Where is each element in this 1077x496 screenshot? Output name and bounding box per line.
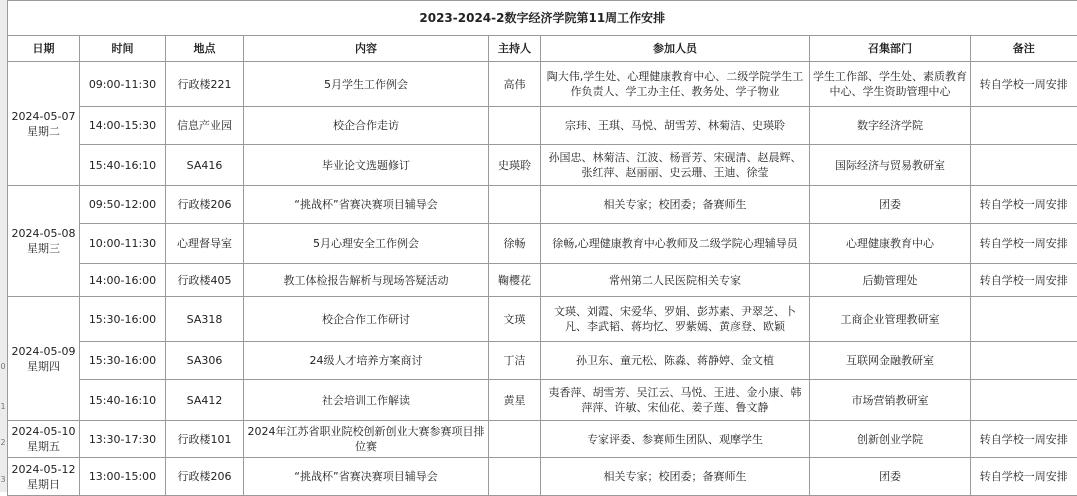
dept-cell[interactable]: 工商企业管理教研室 xyxy=(810,297,971,342)
table-row xyxy=(8,297,1077,342)
date-cell[interactable] xyxy=(8,421,80,458)
table-row xyxy=(8,107,1077,145)
dept-cell[interactable]: 数字经济学院 xyxy=(810,107,971,145)
place-cell[interactable]: 心理督导室 xyxy=(166,224,244,264)
date-value: 2024-05-12 xyxy=(11,462,76,476)
table-row xyxy=(8,264,1077,297)
host-cell[interactable]: 徐畅 xyxy=(489,224,541,264)
note-cell[interactable]: 转自学校一周安排 xyxy=(971,458,1077,496)
participants-cell[interactable]: 常州第二人民医院相关专家 xyxy=(541,264,810,297)
place-cell[interactable]: 信息产业园 xyxy=(166,107,244,145)
note-cell[interactable]: 转自学校一周安排 xyxy=(971,186,1077,224)
note-cell[interactable]: 转自学校一周安排 xyxy=(971,264,1077,297)
weekday-value: 星期日 xyxy=(27,477,60,491)
host-cell[interactable]: 高伟 xyxy=(489,62,541,107)
weekday-value: 星期二 xyxy=(27,124,60,138)
host-cell[interactable] xyxy=(489,458,541,496)
table-row xyxy=(8,458,1077,496)
header-note[interactable]: 备注 xyxy=(971,36,1077,62)
host-cell[interactable]: 丁洁 xyxy=(489,342,541,380)
place-cell[interactable]: SA306 xyxy=(166,342,244,380)
table-row xyxy=(8,380,1077,421)
place-cell[interactable]: SA318 xyxy=(166,297,244,342)
time-cell[interactable]: 09:00-11:30 xyxy=(80,62,166,107)
host-cell[interactable]: 鞠樱花 xyxy=(489,264,541,297)
participants-cell[interactable]: 陶大伟,学生处、心理健康教育中心、二级学院学生工作负责人、学工办主任、教务处、学子物业 xyxy=(541,62,810,107)
host-cell[interactable] xyxy=(489,107,541,145)
participants-cell[interactable]: 孙国忠、林菊洁、江波、杨晋芳、宋砚清、赵晨辉、张红萍、赵丽丽、史云珊、王迪、徐莹 xyxy=(541,145,810,186)
content-cell[interactable]: 5月学生工作例会 xyxy=(244,62,489,107)
place-cell[interactable]: 行政楼101 xyxy=(166,421,244,458)
host-cell[interactable]: 史瑛聆 xyxy=(489,145,541,186)
note-cell[interactable] xyxy=(971,145,1077,186)
date-cell[interactable] xyxy=(8,297,80,421)
participants-cell[interactable]: 专家评委、参赛师生团队、观摩学生 xyxy=(541,421,810,458)
participants-cell[interactable]: 相关专家；校团委；备赛师生 xyxy=(541,458,810,496)
header-dept[interactable]: 召集部门 xyxy=(810,36,971,62)
content-cell[interactable]: 社会培训工作解读 xyxy=(244,380,489,421)
header-place[interactable]: 地点 xyxy=(166,36,244,62)
dept-cell[interactable]: 互联网金融教研室 xyxy=(810,342,971,380)
place-cell[interactable]: SA412 xyxy=(166,380,244,421)
host-cell[interactable] xyxy=(489,186,541,224)
content-cell[interactable]: 5月心理安全工作例会 xyxy=(244,224,489,264)
place-cell[interactable]: 行政楼206 xyxy=(166,186,244,224)
content-cell[interactable]: 毕业论文选题修订 xyxy=(244,145,489,186)
date-cell[interactable] xyxy=(8,458,80,496)
sheet-title: 2023-2024-2数字经济学院第11周工作安排 xyxy=(8,1,1077,36)
note-cell[interactable]: 转自学校一周安排 xyxy=(971,421,1077,458)
note-cell[interactable] xyxy=(971,297,1077,342)
dept-cell[interactable]: 团委 xyxy=(810,458,971,496)
place-cell[interactable]: SA416 xyxy=(166,145,244,186)
table-row xyxy=(8,421,1077,458)
date-value: 2024-05-07 xyxy=(11,109,76,123)
content-cell[interactable]: 校企合作走访 xyxy=(244,107,489,145)
participants-cell[interactable]: 孙卫东、童元松、陈淼、蒋静婷、金文植 xyxy=(541,342,810,380)
note-cell[interactable] xyxy=(971,107,1077,145)
time-cell[interactable]: 13:00-15:00 xyxy=(80,458,166,496)
date-cell[interactable] xyxy=(8,186,80,297)
dept-cell[interactable]: 市场营销教研室 xyxy=(810,380,971,421)
row-mark: 1 xyxy=(0,402,6,411)
dept-cell[interactable]: 学生工作部、学生处、素质教育中心、学生资助管理中心 xyxy=(810,62,971,107)
header-date[interactable]: 日期 xyxy=(8,36,80,62)
participants-cell[interactable]: 文瑛、刘霞、宋爱华、罗娟、彭苏素、尹翠芝、卜凡、李武韬、蒋均忆、罗紫嫣、黄彦登、欧颖 xyxy=(541,297,810,342)
time-cell[interactable]: 14:00-16:00 xyxy=(80,264,166,297)
time-cell[interactable]: 15:40-16:10 xyxy=(80,145,166,186)
table-row xyxy=(8,224,1077,264)
place-cell[interactable]: 行政楼221 xyxy=(166,62,244,107)
time-cell[interactable]: 14:00-15:30 xyxy=(80,107,166,145)
note-cell[interactable]: 转自学校一周安排 xyxy=(971,224,1077,264)
place-cell[interactable]: 行政楼206 xyxy=(166,458,244,496)
dept-cell[interactable]: 后勤管理处 xyxy=(810,264,971,297)
table-row xyxy=(8,62,1077,107)
weekday-value: 星期三 xyxy=(27,242,60,255)
header-participants[interactable]: 参加人员 xyxy=(541,36,810,62)
content-cell[interactable]: 24级人才培养方案商讨 xyxy=(244,342,489,380)
header-content[interactable]: 内容 xyxy=(244,36,489,62)
content-cell[interactable]: “挑战杯”省赛决赛项目辅导会 xyxy=(244,458,489,496)
table-row xyxy=(8,186,1077,224)
host-cell[interactable]: 文瑛 xyxy=(489,297,541,342)
row-mark: 2 xyxy=(0,438,6,447)
host-cell[interactable] xyxy=(489,421,541,458)
date-value: 2024-05-09 xyxy=(11,344,76,358)
date-value: 2024-05-10 xyxy=(11,425,76,438)
table-row xyxy=(8,145,1077,186)
weekday-value: 星期五 xyxy=(27,440,60,453)
header-time[interactable]: 时间 xyxy=(80,36,166,62)
content-cell[interactable]: 校企合作工作研讨 xyxy=(244,297,489,342)
weekday-value: 星期四 xyxy=(27,359,60,373)
host-cell[interactable]: 黄星 xyxy=(489,380,541,421)
time-cell[interactable]: 10:00-11:30 xyxy=(80,224,166,264)
note-cell[interactable]: 转自学校一周安排 xyxy=(971,62,1077,107)
time-cell[interactable]: 15:40-16:10 xyxy=(80,380,166,421)
time-cell[interactable]: 15:30-16:00 xyxy=(80,297,166,342)
date-value: 2024-05-08 xyxy=(11,227,76,240)
date-cell[interactable] xyxy=(8,62,80,186)
content-cell[interactable]: 2024年江苏省职业院校创新创业大赛参赛项目排位赛 xyxy=(244,421,489,458)
time-cell[interactable]: 13:30-17:30 xyxy=(80,421,166,458)
participants-cell[interactable]: 夷香萍、胡雪芳、吴江云、马悦、王进、金小康、韩萍萍、许敏、宋仙花、姜子莲、鲁文静 xyxy=(541,380,810,421)
participants-cell[interactable]: 相关专家；校团委；备赛师生 xyxy=(541,186,810,224)
note-cell[interactable] xyxy=(971,342,1077,380)
dept-cell[interactable]: 团委 xyxy=(810,186,971,224)
time-cell[interactable]: 15:30-16:00 xyxy=(80,342,166,380)
content-cell[interactable]: “挑战杯”省赛决赛项目辅导会 xyxy=(244,186,489,224)
time-cell[interactable]: 09:50-12:00 xyxy=(80,186,166,224)
place-cell[interactable]: 行政楼405 xyxy=(166,264,244,297)
row-mark: 3 xyxy=(0,475,6,484)
row-mark: 0 xyxy=(0,362,6,371)
dept-cell[interactable]: 创新创业学院 xyxy=(810,421,971,458)
note-cell[interactable] xyxy=(971,380,1077,421)
participants-cell[interactable]: 宗玮、王琪、马悦、胡雪芳、林菊洁、史瑛聆 xyxy=(541,107,810,145)
table-row xyxy=(8,342,1077,380)
dept-cell[interactable]: 国际经济与贸易教研室 xyxy=(810,145,971,186)
header-host[interactable]: 主持人 xyxy=(489,36,541,62)
schedule-table xyxy=(7,0,1077,496)
content-cell[interactable]: 教工体检报告解析与现场答疑活动 xyxy=(244,264,489,297)
participants-cell[interactable]: 徐畅,心理健康教育中心教师及二级学院心理辅导员 xyxy=(541,224,810,264)
dept-cell[interactable]: 心理健康教育中心 xyxy=(810,224,971,264)
